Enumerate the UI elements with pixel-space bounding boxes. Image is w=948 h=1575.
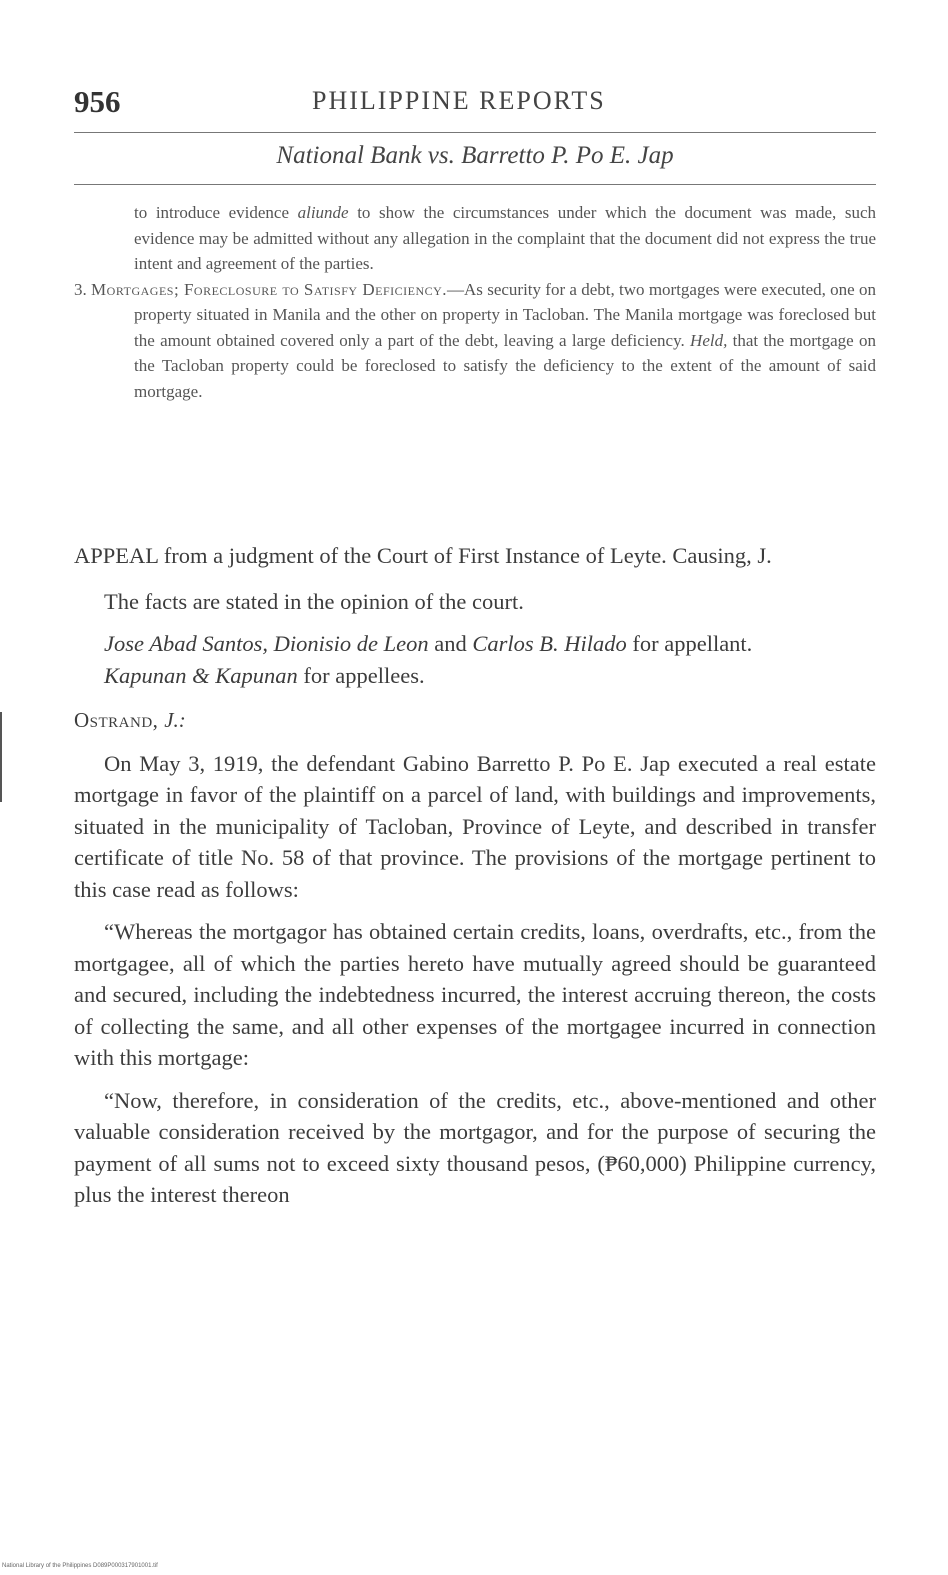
appellant-counsel-names: Jose Abad Santos, Dionisio de Leon xyxy=(104,631,429,656)
syllabus-continuation xyxy=(74,200,876,277)
case-title: National Bank vs. Barretto P. Po E. Jap xyxy=(276,142,674,169)
appellant-role: for appellant. xyxy=(626,631,753,656)
held-label: Held, xyxy=(690,330,728,350)
latin-term: aliunde xyxy=(297,203,349,222)
appellant-counsel xyxy=(74,628,876,660)
syllabus xyxy=(74,200,876,404)
reporter-title: PHILIPPINE REPORTS xyxy=(312,86,606,115)
appellee-role: for appellees. xyxy=(297,662,425,688)
appeal-line: APPEAL from a judgment of the Court of First Instance of Leyte. Causing, J. xyxy=(74,543,772,568)
page-number: 956 xyxy=(74,84,121,119)
appellee-counsel xyxy=(74,660,876,692)
header-rule-top xyxy=(74,132,876,133)
judge-name: Ostrand, xyxy=(74,708,165,732)
appellant-counsel-and: and xyxy=(428,631,473,656)
facts-statement: The facts are stated in the opinion of the court. xyxy=(104,588,524,614)
syllabus-item-3 xyxy=(74,277,876,405)
decision-body xyxy=(74,540,876,1211)
syllabus-item-heading: Mortgages; Foreclosure to Satisfy Deficiency. xyxy=(91,279,448,299)
appellant-counsel-name-last: Carlos B. Hilado xyxy=(472,631,627,656)
syllabus-continuation-text-2: to show the circumstances under which the document was made, such evidence may be admitted without any allegation in the complaint that the document did not express the true intent and agreement of the parties. xyxy=(134,203,876,273)
running-head xyxy=(74,80,876,120)
mortgage-quote-whereas: “Whereas the mortgagor has obtained certain credits, loans, overdrafts, etc., from the mortgagee, all of which the parties hereto have mutually agreed should be guaranteed and secured, including the indebtedness incurred, the interest accruing thereon, the costs of collecting the same, and all other expenses of the mortgagee incurred in connection with this mortgage: xyxy=(74,919,876,1070)
judge-title: J.: xyxy=(164,708,186,732)
appellee-counsel-names: Kapunan & Kapunan xyxy=(104,662,298,688)
syllabus-item-number: 3. xyxy=(74,279,87,299)
scan-footer: National Library of the Philippines D089P000317901001.tif xyxy=(2,1563,158,1569)
syllabus-item-text-2: that the mortgage on the Tacloban property could be foreclosed to satisfy the deficiency to the extent of the amount of said mortgage. xyxy=(134,330,876,401)
mortgage-quote-now-therefore: “Now, therefore, in consideration of the credits, etc., above-mentioned and other valuable consideration received by the mortgagor, and for the purpose of securing the payment of all sums not to exceed sixty thousand pesos, (₱60,000) Philippine currency, plus the interest thereon xyxy=(74,1087,876,1207)
syllabus-continuation-text: to introduce evidence xyxy=(134,203,298,222)
syllabus-item-text: —As security for a debt, two mortgages were executed, one on property situated in Manila and the other on property in Tacloban. The Manila mortgage was foreclosed but the amount obtained covered only a part of the debt, leaving a large deficiency. xyxy=(134,279,877,350)
header-rule-bottom xyxy=(74,184,876,185)
opinion-paragraph: On May 3, 1919, the defendant Gabino Barretto P. Po E. Jap executed a real estate mortgage in favor of the plaintiff on a parcel of land, with buildings and improvements, situated in the municipality of Tacloban, Province of Leyte, and described in transfer certificate of title No. 58 of that province. The provisions of the mortgage pertinent to this case read as follows: xyxy=(74,750,876,902)
scan-edge-mark xyxy=(0,712,2,802)
opinion-author xyxy=(74,705,876,737)
